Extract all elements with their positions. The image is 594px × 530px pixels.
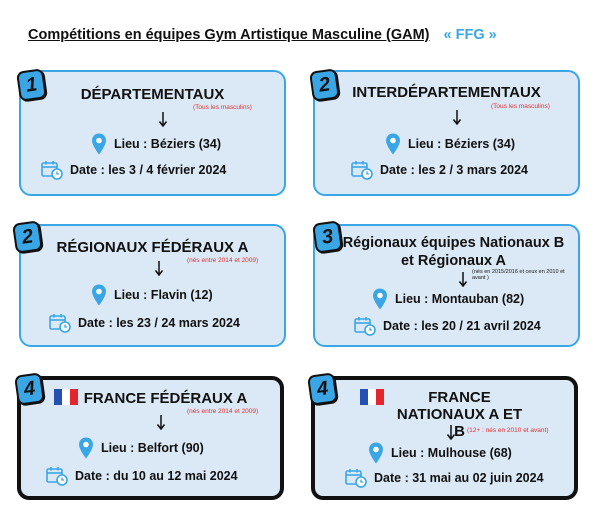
arrow-down-icon [452,110,462,126]
competition-card-interdepartementaux [313,70,580,196]
card-note: (12+ : nés en 2010 et avant) [467,427,549,434]
date-text: Date : les 3 / 4 février 2024 [70,163,227,177]
date-text: Date : les 20 / 21 avril 2024 [383,319,541,333]
date-row [49,313,240,333]
calendar-clock-icon [46,466,68,486]
calendar-clock-icon [351,160,373,180]
lieu-row [368,442,512,464]
competition-card-france-federaux-a [17,376,284,500]
competition-card-france-nationaux [311,376,578,500]
france-flag-icon [54,389,78,405]
level-badge: 2 [12,220,43,253]
lieu-row [91,284,213,306]
lieu-row [385,133,515,155]
lieu-row [372,288,524,310]
calendar-clock-icon [49,313,71,333]
card-note: (nés entre 2014 et 2009) [187,408,259,415]
lieu-text: Lieu : Belfort (90) [101,441,204,455]
location-pin-icon [78,437,94,459]
date-row [41,160,226,180]
lieu-text: Lieu : Flavin (12) [114,288,213,302]
arrow-down-icon [446,425,456,441]
ffg-label: « FFG » [443,27,497,43]
card-title: DÉPARTEMENTAUX [80,86,225,103]
lieu-row [91,133,221,155]
date-row [354,316,541,336]
card-title: Régionaux équipes Nationaux B et Régionaux A [342,235,565,269]
card-note: (Tous les masculins) [491,103,550,110]
competition-card-regionaux-equipes [313,224,580,347]
level-badge: 4 [14,372,45,405]
date-row [351,160,528,180]
lieu-text: Lieu : Béziers (34) [408,137,515,151]
arrow-down-icon [458,272,468,288]
date-text: Date : les 23 / 24 mars 2024 [78,316,240,330]
level-badge: 4 [307,372,338,405]
card-note: (Tous les masculins) [193,104,252,111]
page-title: Compétitions en équipes Gym Artistique Masculine (GAM) [28,27,430,43]
card-title [21,389,280,408]
page-header [28,27,497,43]
lieu-text: Lieu : Montauban (82) [395,292,525,306]
arrow-down-icon [154,261,164,277]
competition-card-regionaux-federaux-a [19,224,286,347]
card-title-text: FRANCE NATIONAUX A ET B [396,389,523,440]
date-text: Date : les 2 / 3 mars 2024 [380,163,529,177]
competition-card-departementaux [19,70,286,196]
date-text: Date : 31 mai au 02 juin 2024 [374,471,544,485]
location-pin-icon [368,442,384,464]
lieu-row [78,437,204,459]
lieu-text: Lieu : Mulhouse (68) [391,446,512,460]
location-pin-icon [372,288,388,310]
arrow-down-icon [156,415,166,431]
level-badge: 3 [312,220,343,253]
lieu-text: Lieu : Béziers (34) [114,137,221,151]
france-flag-icon [360,389,384,405]
arrow-down-icon [158,112,168,128]
date-text: Date : du 10 au 12 mai 2024 [75,469,238,483]
card-title: INTERDÉPARTEMENTAUX [352,84,541,101]
calendar-clock-icon [41,160,63,180]
card-title-text: FRANCE FÉDÉRAUX A [83,390,248,407]
level-badge: 2 [309,68,340,101]
location-pin-icon [91,284,107,306]
calendar-clock-icon [354,316,376,336]
location-pin-icon [91,133,107,155]
card-note: (nés en 2015/2016 et ceux en 2010 et avant ) [472,269,565,281]
location-pin-icon [385,133,401,155]
calendar-clock-icon [345,468,367,488]
level-badge: 1 [16,68,47,101]
card-note: (nés entre 2014 et 2009) [187,257,259,264]
date-row [345,468,544,488]
card-title: RÉGIONAUX FÉDÉRAUX A [56,239,249,256]
date-row [46,466,238,486]
